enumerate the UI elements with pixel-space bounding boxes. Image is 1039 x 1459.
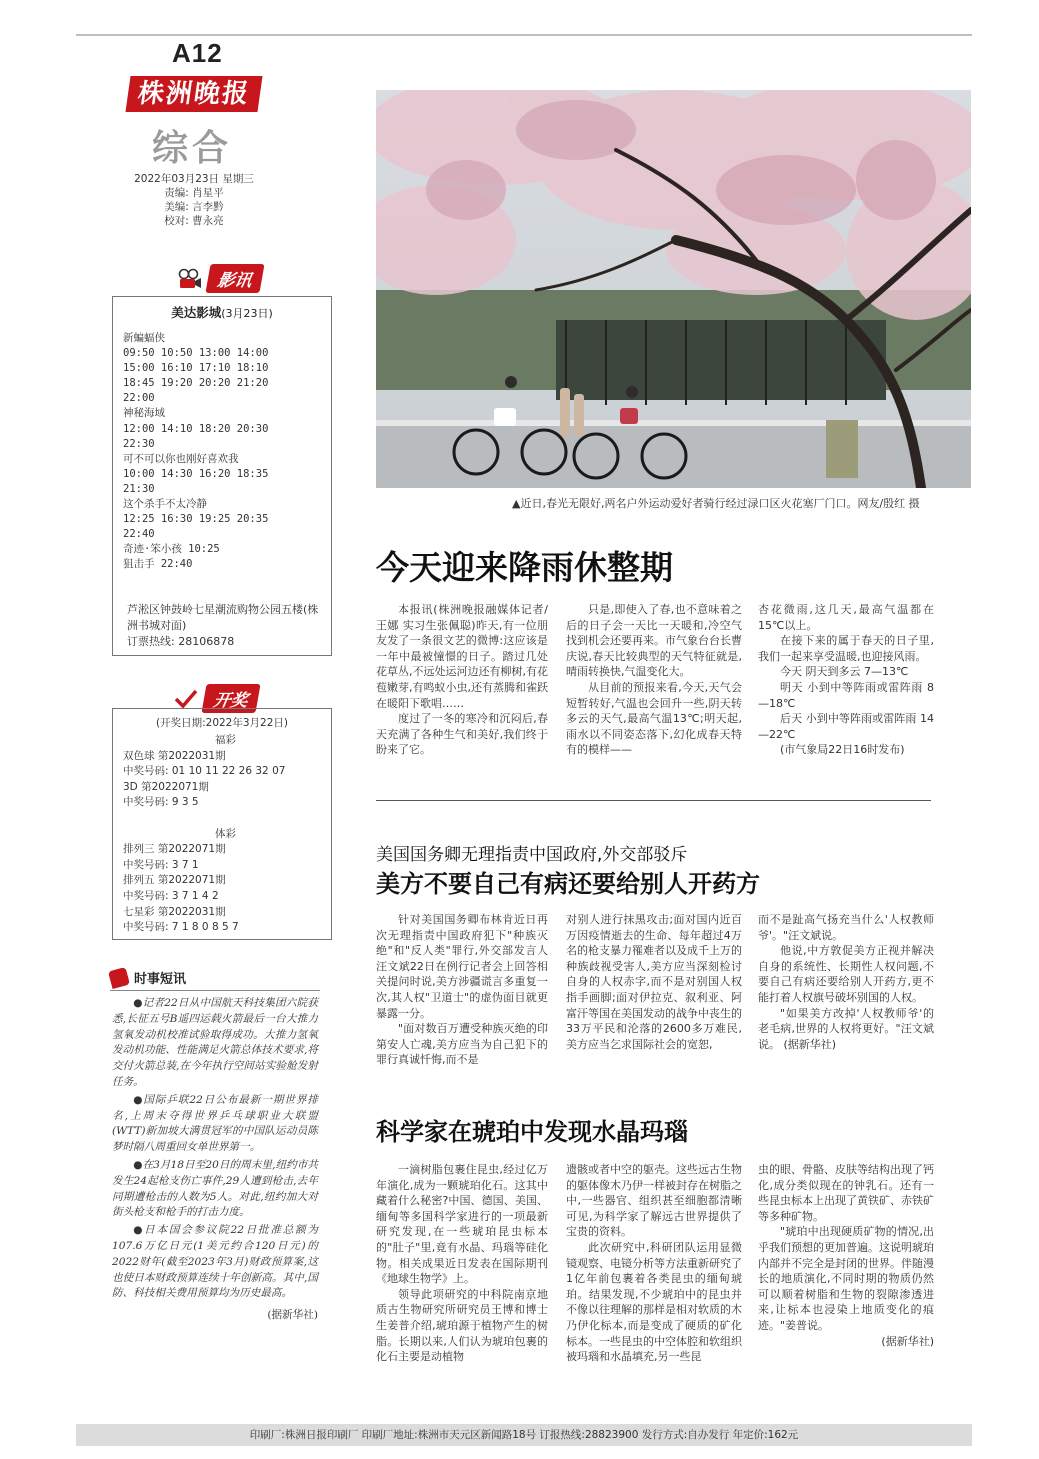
tag-icon [108, 966, 130, 988]
masthead-logo: 株洲晚报 [125, 76, 262, 112]
lottery-line: 中奖号码: 01 10 11 22 26 32 07 [123, 765, 286, 778]
showtime-line: 22:00 [123, 392, 155, 405]
brief-item: ●日本国会参议院22日批准总额为107.6万亿日元(1美元约合120日元)的2022财年(截至2023年3月)财政预算案,这也使日本财政预算连续十年创新高。其中,国防、科技相关费用预算均为历史最高。 [112, 1224, 318, 1300]
paragraph: 虫的眼、骨骼、皮肤等结构出现了钙化,成分类似现在的钟乳石。还有一些昆虫标本上出现了黄铁矿、赤铁矿等多种矿物。 [758, 1163, 934, 1223]
paragraph: 本报讯(株洲晚报融媒体记者/王娜 实习生张佩聪)昨天,有一位朋友发了一条很文艺的微博:这应该是一年中最被憧憬的日子。踏过几处花草丛,不远处运河边还有柳树,有花苞嫩芽,有鸣蚁小虫,还有蒸腾和雀跃在暖阳下歌唱…… [376, 603, 548, 710]
lottery-date: (开奖日期:2022年3月22日) [156, 717, 288, 729]
article1-col3 [758, 602, 934, 758]
paragraph: "琥珀中出现硬质矿物的情况,出乎我们预想的更加普遍。这说明琥珀内部并不完全是封闭的世界。伴随漫长的地质演化,不同时期的物质仍然可以顺着树脂和生物的裂隙渗透进来,让标本也浸染上地质变化的痕迹。"姜普说。 [758, 1225, 934, 1332]
brief-item: ●在3月18日至20日的周末里,纽约市共发生24起枪支伤亡事件,29人遭到枪击,去年同期遭枪击的人数为5人。对此,纽约加大对街头枪支和枪手的打击力度。 [112, 1158, 318, 1219]
showtime-line: 12:25 16:30 19:25 20:35 [123, 513, 269, 526]
paragraph: 只是,即使入了春,也不意味着之后的日子会一天比一天暖和,冷空气找到机会还要再来。市气象台台长曹庆说,春天比较典型的天气特征就是,晴雨转换快,气温变化大。 [566, 603, 742, 679]
showtime-line: 狙击手 22:40 [123, 558, 193, 571]
article2-col3 [758, 912, 934, 1052]
cinema-footer [127, 602, 323, 650]
photo-caption: ▲近日,春光无限好,两名户外运动爱好者骑行经过渌口区火花塞厂门口。网友/殷红 摄 [512, 497, 920, 510]
article2-kicker: 美国国务卿无理指责中国政府,外交部驳斥 [376, 845, 688, 865]
cinema-listing [112, 296, 332, 656]
briefs-tag-label: 时事短讯 [134, 972, 187, 987]
showtime-line: 10:00 14:30 16:20 18:35 [123, 467, 269, 480]
briefs-tag [110, 968, 186, 987]
forecast-source: (市气象局22日16时发布) [780, 743, 905, 757]
paragraph: 度过了一冬的寒冷和沉闷后,春天充满了各种生气和美好,我们终于盼来了它。 [376, 712, 548, 757]
lottery-tag-label: 开奖 [201, 684, 260, 713]
cinema-date: (3月23日) [221, 307, 273, 320]
showtime-line: 新蝙蝠侠 [123, 332, 165, 344]
lottery-category: 体彩 [215, 827, 236, 840]
print-footer: 印刷厂:株洲日报印刷厂 印刷厂地址:株洲市天元区新闻路18号 订报热线:28823900 发行方式:自办发行 年定价:162元 [76, 1424, 972, 1446]
showtime-line: 可不可以你也刚好喜欢我 [123, 452, 239, 465]
lottery-lines [123, 733, 328, 936]
paragraph: 他说,中方敦促美方正视并解决自身的系统性、长期性人权问题,不要自己有病还要给别人开药方,更不能打着人权旗号破坏别国的人权。 [758, 944, 934, 1004]
news-briefs [112, 996, 318, 1326]
article3-col1 [376, 1162, 548, 1365]
article-source: (据新华社) [881, 1334, 934, 1348]
lottery-line: 排列三 第2022071期 [123, 843, 226, 856]
showtime-line: 奇迹·笨小孩 10:25 [123, 543, 220, 556]
article3-headline: 科学家在琥珀中发现水晶玛瑙 [376, 1117, 688, 1146]
showtime-line: 22:40 [123, 528, 155, 541]
article1-headline: 今天迎来降雨休整期 [376, 548, 673, 587]
lottery-results [112, 708, 332, 940]
cinema-tag [176, 264, 262, 293]
lottery-line: 七星彩 第2022031期 [123, 905, 226, 918]
cherry-blossom-photo [376, 90, 971, 488]
forecast-today: 今天 阴天到多云 7—13℃ [780, 665, 909, 679]
showtime-line: 12:00 14:10 18:20 20:30 [123, 422, 269, 435]
brief-source: (据新华社) [267, 1309, 318, 1322]
briefs-rule [110, 990, 320, 991]
page-number: A12 [172, 38, 223, 68]
chief-editor: 责编: 肖星平 [164, 187, 224, 199]
paragraph: 领导此项研究的中科院南京地质古生物研究所研究员王博和博士生姜普介绍,琥珀源于植物产生的树脂。长期以来,人们认为琥珀包裹的化石主要是动植物 [376, 1287, 548, 1364]
proofreader: 校对: 曹永亮 [164, 215, 224, 227]
section-title: 综合 [152, 127, 233, 169]
lottery-line: 中奖号码: 3 7 1 4 2 [123, 889, 219, 902]
editor-meta [128, 172, 260, 228]
paragraph: 在接下来的属于春天的日子里,我们一起来享受温暖,也迎接风雨。 [758, 634, 934, 663]
article2-col1 [376, 912, 548, 1068]
article3-col3 [758, 1162, 934, 1349]
section-divider [376, 800, 931, 801]
article2-col2 [566, 912, 742, 1052]
showtime-line: 18:45 19:20 20:20 21:20 [123, 377, 269, 390]
lottery-spacer [123, 811, 328, 827]
article1-col2 [566, 602, 742, 758]
lottery-line: 3D 第2022071期 [123, 780, 209, 793]
showtime-line: 09:50 10:50 13:00 14:00 [123, 347, 269, 360]
lottery-line: 排列五 第2022071期 [123, 874, 226, 887]
paragraph: 此次研究中,科研团队运用显微镜观察、电镜分析等方法重新研究了1亿年前包裹着各类昆虫的缅甸琥珀。结果发现,不少琥珀中的昆虫并不像以往理解的那样是相对软质的木乃伊化标本,而是变成了硬质的矿化标本。一些昆虫的中空体腔和软组织被玛瑙和水晶填充,另一些昆 [566, 1240, 742, 1364]
showtime-line: 21:30 [123, 482, 155, 495]
showtime-line: 15:00 16:10 17:10 18:10 [123, 362, 269, 375]
brief-item: ●国际乒联22日公布最新一期世界排名,上周末夺得世界乒乓球职业大联盟(WTT)新加坡大满贯冠军的中国队运动员陈梦时隔八周重回女单世界第一。 [112, 1093, 318, 1154]
paragraph: 从目前的预报来看,今天,天气会短暂转好,气温也会回升一些,阴天转多云的天气,最高气温13℃;明天起,雨水以不同姿态落下,幻化成春天特有的模样—— [566, 680, 742, 757]
top-rule [76, 34, 972, 36]
lottery-line: 中奖号码: 7 1 8 0 8 5 7 [123, 921, 239, 934]
article2-headline: 美方不要自己有病还要给别人开药方 [376, 869, 760, 898]
paragraph: 针对美国国务卿布林肯近日再次无理指责中国政府犯下"种族灭绝"和"反人类"罪行,外交部发言人汪文斌22日在例行记者会上回答相关提问时说,美方涉疆谎言多重复一次,其人权"卫道士"的虚伪面目就更暴露一分。 [376, 913, 548, 1020]
cinema-name: 美达影城 [171, 305, 222, 320]
lottery-line: 双色球 第2022031期 [123, 749, 226, 762]
cinema-address: 芦淞区钟鼓岭七星潮流购物公园五楼(株洲书城对面) [127, 603, 319, 632]
cinema-phone: 订票热线: 28106878 [127, 635, 235, 648]
article3-col2 [566, 1162, 742, 1365]
paragraph: "面对数百万遭受种族灭绝的印第安人亡魂,美方应当为自己犯下的罪行真诚忏悔,而不是 [376, 1022, 548, 1067]
cinema-title [113, 303, 331, 321]
forecast-day-after: 后天 小到中等阵雨或雷阵雨 14—22℃ [758, 712, 934, 741]
paragraph: 杏花微雨,这几天,最高气温都在15℃以上。 [758, 603, 934, 632]
paragraph: 一滴树脂包裹住昆虫,经过亿万年演化,成为一颗琥珀化石。这其中藏着什么秘密?中国、德国、美国、缅甸等多国科学家进行的一项最新研究发现,在一些琥珀昆虫标本的"肚子"里,竟有水晶、玛瑙等硅化物。相关成果近日发表在国际期刊《地球生物学》上。 [376, 1163, 548, 1286]
checkmark-icon [172, 687, 200, 711]
cinema-tag-label: 影讯 [205, 264, 264, 293]
lottery-line: 中奖号码: 3 7 1 [123, 858, 199, 871]
lottery-category: 福彩 [215, 734, 236, 746]
forecast-tomorrow: 明天 小到中等阵雨或雷阵雨 8—18℃ [758, 680, 934, 710]
showtime-line: 22:30 [123, 437, 155, 450]
lottery-line: 中奖号码: 9 3 5 [123, 796, 199, 809]
showtimes [123, 331, 328, 573]
paragraph: "如果美方改掉'人权教师爷'的老毛病,世界的人权将更好。"汪文斌说。 (据新华社) [758, 1006, 934, 1051]
film-camera-icon [176, 267, 204, 291]
paragraph: 遗骸或者中空的躯壳。这些远古生物的躯体像木乃伊一样被封存在树脂之中,一些器官、组织甚至细胞都清晰可见,为科学家了解远古世界提供了宝贵的资料。 [566, 1163, 742, 1239]
publish-date: 2022年03月23日 星期三 [134, 173, 254, 185]
showtime-line: 神秘海域 [123, 407, 165, 420]
article1-col1 [376, 602, 548, 758]
showtime-line: 这个杀手不太冷静 [123, 498, 207, 511]
art-editor: 美编: 言李黔 [164, 201, 224, 213]
brief-item: ●记者22日从中国航天科技集团六院获悉,长征五号B遥四运载火箭最后一台大推力氢氧发动机校准试验取得成功。大推力氢氧发动机功能、性能满足火箭总体技术要求,将交付火箭总装,在今年执行空间站实验舱发射任务。 [112, 997, 318, 1088]
paragraph: 而不是趾高气扬充当什么'人权教师爷'。"汪文斌说。 [758, 913, 934, 942]
paragraph: 对别人进行抹黑攻击;面对国内近百万因疫情逝去的生命、每年超过4万名的枪支暴力罹难者以及成千上万的种族歧视受害人,美方应当深刻检讨自身的人权赤字,而不是对别国人权指手画脚;面对伊拉克、叙利亚、阿富汗等国在美国发动的战争中丧生的33万平民和沦落的2600多万难民,美方应当乞求国际社会的宽恕, [566, 913, 742, 1051]
